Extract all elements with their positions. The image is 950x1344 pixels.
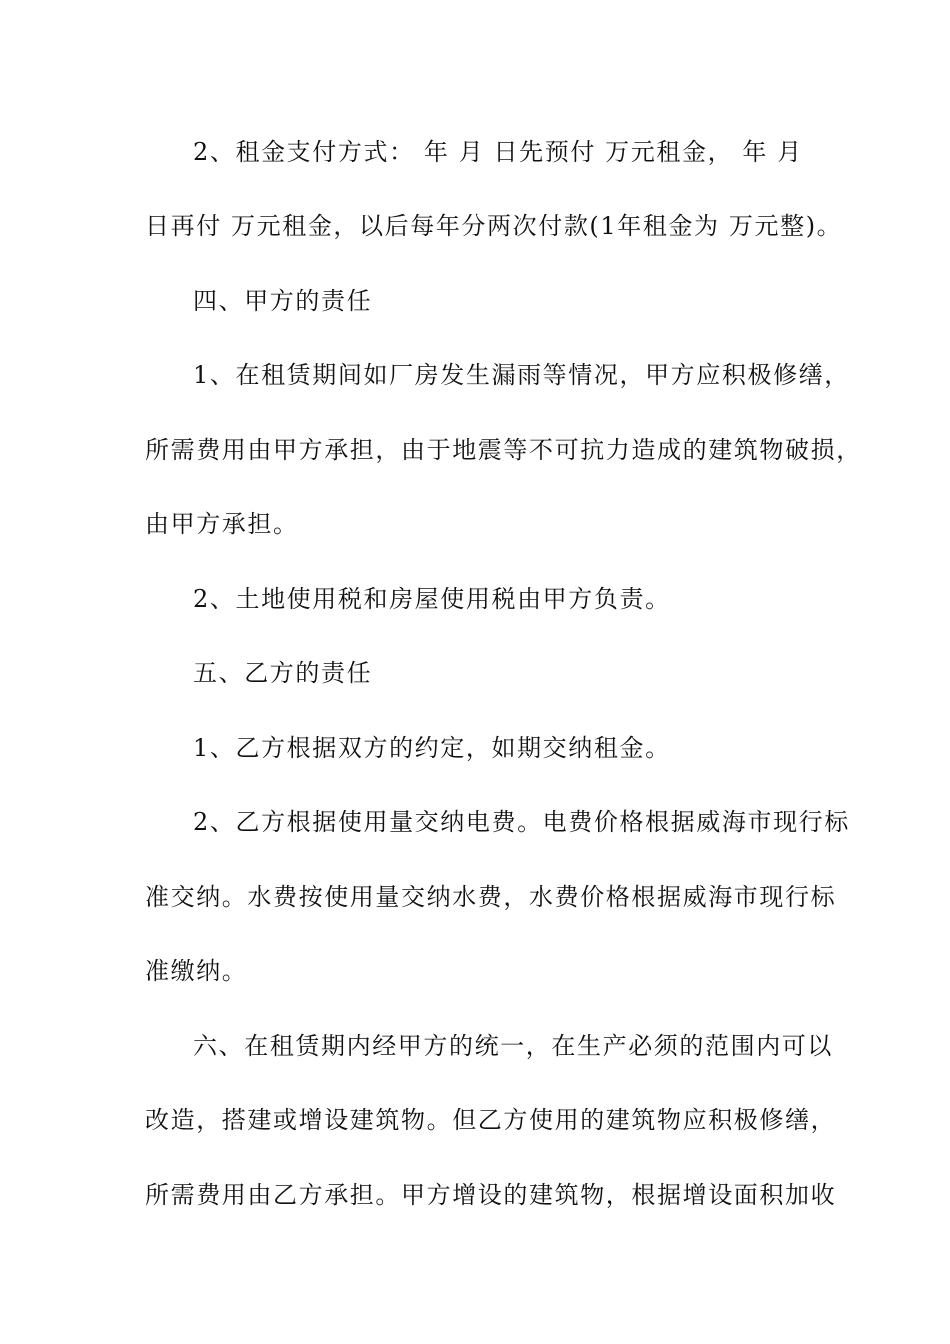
paragraph-line: 2、租金支付方式： 年 月 日先预付 万元租金， 年 月 bbox=[193, 138, 803, 166]
paragraph-line: 1、乙方根据双方的约定，如期交纳租金。 bbox=[193, 734, 671, 762]
paragraph-line: 准缴纳。 bbox=[145, 957, 248, 985]
section-heading: 四、甲方的责任 bbox=[193, 287, 373, 315]
section-heading: 五、乙方的责任 bbox=[193, 659, 373, 687]
paragraph-line: 由甲方承担。 bbox=[145, 510, 299, 538]
paragraph-line: 准交纳。水费按使用量交纳水费，水费价格根据威海市现行标 bbox=[145, 883, 837, 911]
paragraph-line: 改造，搭建或增设建筑物。但乙方使用的建筑物应积极修缮， bbox=[145, 1106, 837, 1134]
paragraph-line: 1、在租赁期间如厂房发生漏雨等情况，甲方应积极修缮， bbox=[193, 361, 850, 389]
paragraph-line: 所需费用由乙方承担。甲方增设的建筑物，根据增设面积加收 bbox=[145, 1181, 837, 1209]
section-heading: 六、在租赁期内经甲方的统一，在生产必须的范围内可以 bbox=[193, 1032, 833, 1060]
paragraph-line: 2、乙方根据使用量交纳电费。电费价格根据威海市现行标 bbox=[193, 808, 850, 836]
paragraph-line: 2、土地使用税和房屋使用税由甲方负责。 bbox=[193, 585, 671, 613]
paragraph-line: 所需费用由甲方承担，由于地震等不可抗力造成的建筑物破损， bbox=[145, 436, 862, 464]
paragraph-line: 日再付 万元租金，以后每年分两次付款(1年租金为 万元整)。 bbox=[145, 212, 843, 240]
